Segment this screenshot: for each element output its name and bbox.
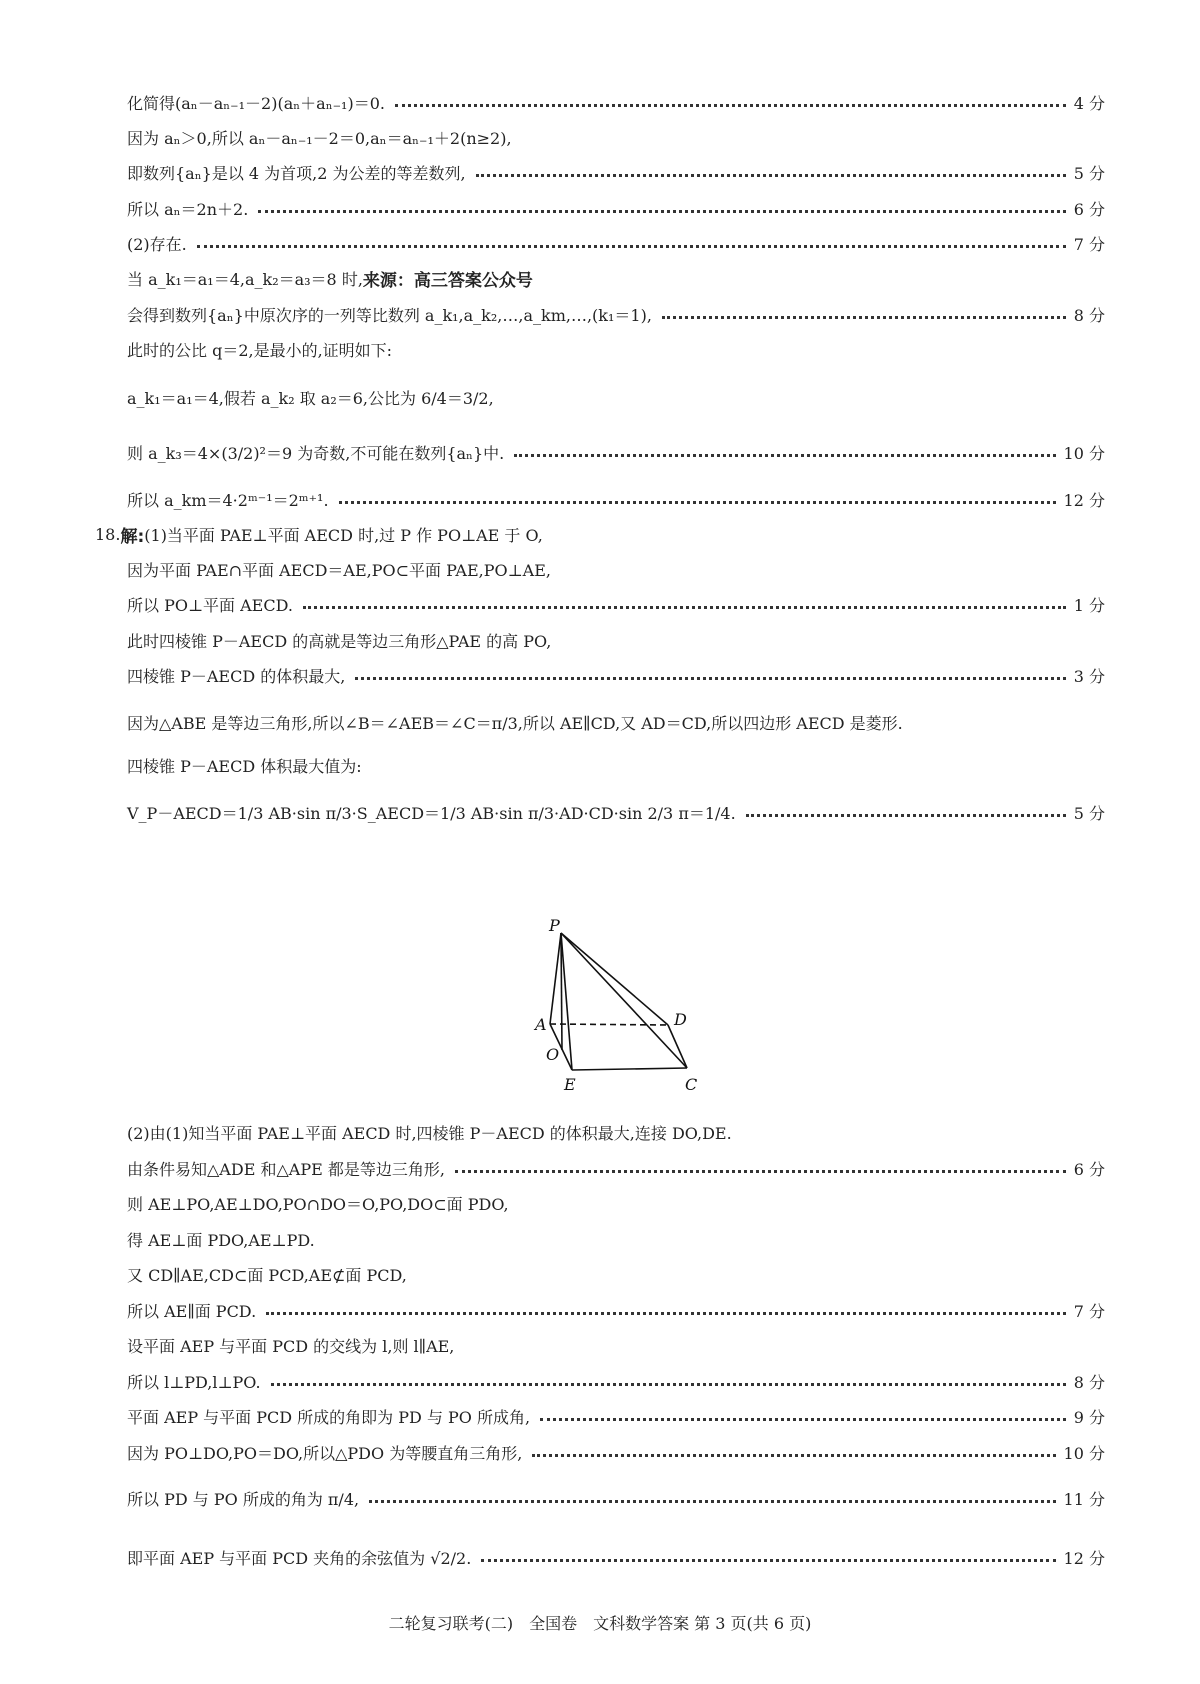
score: 5 分 (1073, 163, 1105, 183)
score: 3 分 (1073, 666, 1105, 686)
label-C: C (685, 1075, 698, 1094)
line-4 (127, 192, 1105, 224)
line-13 (127, 553, 1105, 585)
line-7 (127, 298, 1105, 330)
leader-dots (369, 1500, 1055, 1503)
source-note: 来源：高三答案公众号 (362, 270, 533, 291)
score: 8 分 (1073, 305, 1105, 325)
score: 12 分 (1063, 1548, 1105, 1568)
score: 6 分 (1073, 199, 1105, 219)
leader-dots (355, 677, 1065, 680)
line-20 (127, 1116, 1105, 1148)
line-text: (2)存在. (127, 234, 187, 254)
leader-dots (197, 245, 1066, 248)
edge-PA (550, 933, 561, 1024)
page-footer: 二轮复习联考(二) 全国卷 文科数学答案 第 3 页(共 6 页) (388, 1614, 812, 1633)
line-12 (95, 518, 1105, 550)
line-29 (127, 1436, 1105, 1468)
label-A: A (535, 1015, 547, 1034)
line-text: a_k₁＝a₁＝4,假若 a_k₂ 取 a₂＝6,公比为 6/4＝3/2, (127, 388, 494, 408)
leader-dots (271, 1383, 1066, 1386)
score: 7 分 (1073, 234, 1105, 254)
line-5 (127, 227, 1105, 259)
solution-label: 解: (120, 526, 145, 547)
score: 10 分 (1063, 443, 1105, 463)
label-D: D (674, 1010, 687, 1029)
line-27 (127, 1365, 1105, 1397)
score: 11 分 (1063, 1489, 1105, 1509)
line-22 (127, 1187, 1105, 1219)
line-text: 因为平面 PAE∩平面 AECD＝AE,PO⊂平面 PAE,PO⊥AE, (127, 560, 551, 580)
line-31 (127, 1541, 1105, 1573)
line-text: 四棱锥 P－AECD 的体积最大, (127, 666, 346, 686)
line-3 (127, 156, 1105, 188)
line-16 (127, 659, 1105, 691)
line-text: 因为 PO⊥DO,PO＝DO,所以△PDO 为等腰直角三角形, (127, 1443, 523, 1463)
line-text: 又 CD∥AE,CD⊂面 PCD,AE⊄面 PCD, (127, 1265, 407, 1285)
line-28 (127, 1400, 1105, 1432)
line-8 (127, 333, 1105, 365)
line-text: 设平面 AEP 与平面 PCD 的交线为 l,则 l∥AE, (127, 1336, 455, 1356)
pyramid-figure (535, 916, 705, 1094)
line-10 (127, 436, 1105, 468)
line-text: 得 AE⊥面 PDO,AE⊥PD. (127, 1230, 315, 1250)
score: 1 分 (1073, 595, 1105, 615)
line-text: 所以 PO⊥平面 AECD. (127, 595, 293, 615)
question-number: 18. (95, 524, 121, 544)
line-text: 平面 AEP 与平面 PCD 所成的角即为 PD 与 PO 所成角, (127, 1407, 531, 1427)
label-O: O (546, 1045, 560, 1064)
score: 7 分 (1073, 1301, 1105, 1321)
line-text: 当 a_k₁＝a₁＝4,a_k₂＝a₃＝8 时, (127, 269, 363, 289)
line-text: 此时四棱锥 P－AECD 的高就是等边三角形△PAE 的高 PO, (127, 631, 552, 651)
leader-dots (303, 606, 1066, 609)
line-1 (127, 86, 1105, 118)
line-text: V_P－AECD＝1/3 AB·sin π/3·S_AECD＝1/3 AB·sin π/3·AD·CD·sin 2/3 π＝1/4. (127, 803, 736, 823)
leader-dots (746, 814, 1066, 817)
line-9 (127, 381, 1105, 413)
line-2 (127, 121, 1105, 153)
leader-dots (514, 454, 1055, 457)
line-15 (127, 624, 1105, 656)
line-text: (1)当平面 PAE⊥平面 AECD 时,过 P 作 PO⊥AE 于 O, (144, 525, 543, 545)
leader-dots (481, 1559, 1055, 1562)
line-17 (127, 706, 1105, 738)
leader-dots (476, 174, 1066, 177)
leader-dots (339, 501, 1056, 504)
line-text: 则 a_k₃＝4×(3/2)²＝9 为奇数,不可能在数列{aₙ}中. (127, 443, 505, 463)
score: 4 分 (1073, 93, 1105, 113)
label-E: E (564, 1075, 576, 1094)
leader-dots (455, 1170, 1066, 1173)
line-text: 即平面 AEP 与平面 PCD 夹角的余弦值为 √2/2. (127, 1548, 472, 1568)
score: 6 分 (1073, 1159, 1105, 1179)
line-text: 会得到数列{aₙ}中原次序的一列等比数列 a_k₁,a_k₂,…,a_km,…,(k₁＝1), (127, 305, 652, 325)
line-text: 因为 aₙ＞0,所以 aₙ－aₙ₋₁－2＝0,aₙ＝aₙ₋₁＋2(n≥2), (127, 128, 512, 148)
line-text: (2)由(1)知当平面 PAE⊥平面 AECD 时,四棱锥 P－AECD 的体积最大,连接 DO,DE. (127, 1123, 732, 1143)
line-25 (127, 1294, 1105, 1326)
label-P: P (549, 916, 560, 935)
line-19 (127, 796, 1105, 828)
edge-PD (561, 933, 668, 1025)
line-text: 所以 AE∥面 PCD. (127, 1301, 257, 1321)
line-text: 所以 PD 与 PO 所成的角为 π/4, (127, 1489, 360, 1509)
score: 10 分 (1063, 1443, 1105, 1463)
score: 8 分 (1073, 1372, 1105, 1392)
leader-dots (532, 1454, 1055, 1457)
line-11 (127, 483, 1105, 515)
line-26 (127, 1329, 1105, 1361)
line-text: 所以 a_km＝4·2ᵐ⁻¹＝2ᵐ⁺¹. (127, 490, 329, 510)
line-text: 因为△ABE 是等边三角形,所以∠B＝∠AEB＝∠C＝π/3,所以 AE∥CD,又 AD＝CD,所以四边形 AECD 是菱形. (127, 713, 903, 733)
leader-dots (662, 316, 1066, 319)
score: 9 分 (1073, 1407, 1105, 1427)
leader-dots (266, 1312, 1066, 1315)
edge-PC (561, 933, 687, 1068)
edge-EC (572, 1068, 687, 1070)
line-18 (127, 749, 1105, 781)
line-6 (127, 262, 1105, 294)
line-text: 即数列{aₙ}是以 4 为首项,2 为公差的等差数列, (127, 163, 466, 183)
line-text: 则 AE⊥PO,AE⊥DO,PO∩DO＝O,PO,DO⊂面 PDO, (127, 1194, 509, 1214)
leader-dots (540, 1418, 1066, 1421)
line-text: 四棱锥 P－AECD 体积最大值为: (127, 756, 362, 776)
line-text: 化简得(aₙ－aₙ₋₁－2)(aₙ＋aₙ₋₁)＝0. (127, 93, 385, 113)
score: 5 分 (1073, 803, 1105, 823)
line-text: 所以 l⊥PD,l⊥PO. (127, 1372, 261, 1392)
line-21 (127, 1152, 1105, 1184)
leader-dots (395, 104, 1066, 107)
line-text: 所以 aₙ＝2n＋2. (127, 199, 249, 219)
leader-dots (258, 210, 1065, 213)
line-text: 此时的公比 q＝2,是最小的,证明如下: (127, 340, 393, 360)
line-14 (127, 588, 1105, 620)
line-23 (127, 1223, 1105, 1255)
score: 12 分 (1063, 490, 1105, 510)
edge-DC (668, 1025, 687, 1068)
line-24 (127, 1258, 1105, 1290)
line-30 (127, 1482, 1105, 1514)
line-text: 由条件易知△ADE 和△APE 都是等边三角形, (127, 1159, 445, 1179)
